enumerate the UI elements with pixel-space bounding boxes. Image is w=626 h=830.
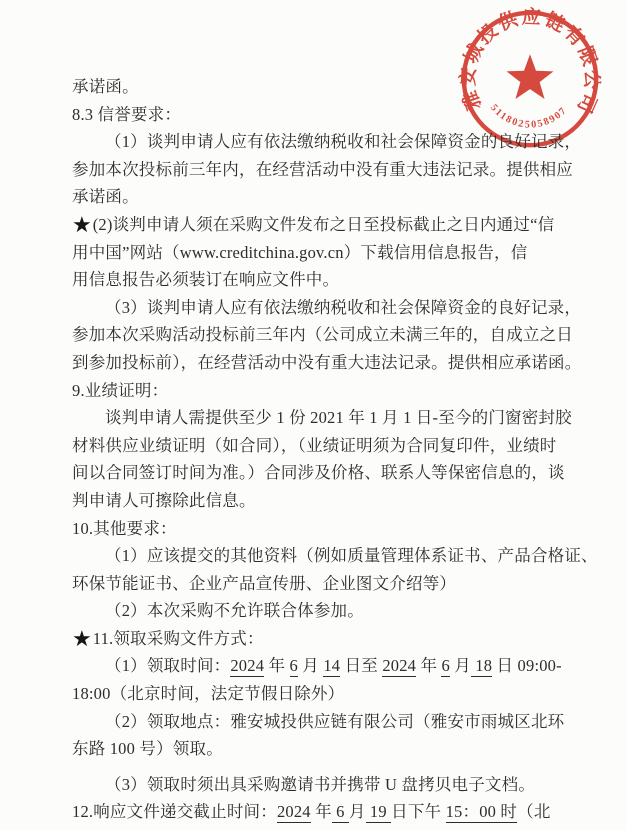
text-run: 材料供应业绩证明（如合同），（业绩证明须为合同复印件，业绩时	[72, 435, 557, 455]
seal-number-text: 5118025058907	[487, 102, 570, 131]
text-line	[72, 487, 570, 515]
text-line	[72, 321, 573, 349]
underlined-value: 19	[365, 802, 392, 822]
text-run: 日 09:00-	[492, 656, 562, 676]
text-line	[72, 515, 570, 543]
underlined-value: 14	[323, 656, 341, 676]
text-run: （北	[517, 802, 551, 822]
text-line	[72, 239, 570, 267]
text-line	[72, 625, 570, 653]
text-line	[72, 349, 582, 377]
text-line	[72, 652, 570, 680]
document-content	[72, 73, 598, 826]
underlined-value: 6	[289, 656, 298, 676]
text-line	[72, 73, 570, 101]
underlined-value: 6	[441, 656, 450, 676]
underlined-value: 2024	[276, 802, 311, 822]
text-run: 18:00（北京时间，法定节假日除外）	[72, 684, 345, 704]
key-requirement-star-icon: ★	[72, 625, 92, 651]
text-line	[72, 404, 570, 432]
text-line	[72, 798, 570, 826]
underlined-value: 2024	[382, 656, 417, 676]
text-run: 承诺函。	[72, 187, 139, 207]
text-line	[72, 432, 570, 460]
text-run: 参加本次投标前三年内，在经营活动中没有重大违法记录。提供相应	[72, 159, 573, 179]
text-run: （1）领取时间：	[105, 656, 231, 676]
seal-company-text: 雅安城投供应链有限公司	[457, 6, 602, 119]
text-run: 年	[310, 802, 332, 822]
text-run: （1）应该提交的其他资料（例如质量管理体系证书、产品合格证、	[105, 546, 598, 566]
text-run: 到参加投标前），在经营活动中没有重大违法记录。提供相应承诺函。	[72, 352, 582, 372]
text-run: 间以合同签订时间为准。）合同涉及价格、联系人等保密信息的，谈	[72, 463, 565, 483]
text-run: （3）谈判申请人应有依法缴纳税收和社会保障资金的良好记录，	[105, 297, 582, 317]
text-run: 参加本次采购活动投标前三年内（公司成立未满三年的，自成立之日	[72, 325, 573, 345]
text-run: (2)谈判申请人须在采购文件发布之日至投标截止之日内通过“信	[92, 214, 555, 234]
text-run: （2）领取地点：雅安城投供应链有限公司（雅安市雨城区北环	[105, 711, 565, 731]
text-line	[72, 266, 570, 294]
underlined-value: 18	[470, 656, 493, 676]
text-line	[72, 211, 570, 239]
text-line	[72, 570, 570, 598]
text-run: （2）本次采购不允许联合体参加。	[105, 601, 364, 621]
text-line	[72, 735, 570, 763]
text-run: 11.领取采购文件方式：	[92, 628, 264, 648]
text-run: 承诺函。	[72, 77, 139, 96]
text-line	[72, 156, 573, 184]
text-line	[72, 101, 570, 129]
text-run: （1）谈判申请人应有依法缴纳税收和社会保障资金的良好记录，	[105, 132, 582, 152]
text-run: 月	[297, 656, 324, 676]
text-run: 年	[264, 656, 290, 676]
text-line	[72, 542, 598, 570]
underlined-value: 15：00 时	[445, 802, 518, 822]
underlined-value: 2024	[230, 656, 265, 676]
text-line	[72, 459, 570, 487]
text-run: 年	[416, 656, 442, 676]
text-run: 12.响应文件递交截止时间：	[72, 802, 277, 822]
text-run: 月	[348, 802, 366, 822]
text-line	[72, 597, 570, 625]
text-line	[72, 680, 570, 708]
text-run: 9.业绩证明：	[72, 380, 169, 400]
text-line	[72, 294, 582, 322]
text-run: 8.3 信誉要求：	[72, 104, 182, 124]
text-run: 用信息报告必须装订在响应文件中。	[72, 270, 340, 290]
text-line	[72, 771, 570, 799]
key-requirement-star-icon: ★	[72, 211, 92, 237]
text-line	[72, 183, 570, 211]
text-run: 环保节能证书、企业产品宣传册、企业图文介绍等）	[72, 573, 457, 593]
underlined-value: 6	[331, 802, 349, 822]
text-run: （3）领取时须出具采购邀请书并携带 U 盘拷贝电子文档。	[105, 774, 536, 794]
text-run: 10.其他要求：	[72, 518, 177, 538]
text-line	[72, 128, 582, 156]
text-line	[72, 377, 570, 405]
text-run: 判申请人可擦除此信息。	[72, 490, 256, 510]
text-run: 用中国”网站（www.creditchina.gov.cn）下载信用信息报告，信	[72, 242, 528, 262]
text-line	[72, 708, 570, 736]
text-run: 谈判申请人需提供至少 1 份 2021 年 1 月 1 日-至今的门窗密封胶	[105, 408, 572, 428]
text-run: 日至	[340, 656, 383, 676]
text-run: 东路 100 号）领取。	[72, 739, 223, 759]
text-run: 月	[449, 656, 471, 676]
text-run: 日下午	[391, 802, 446, 822]
